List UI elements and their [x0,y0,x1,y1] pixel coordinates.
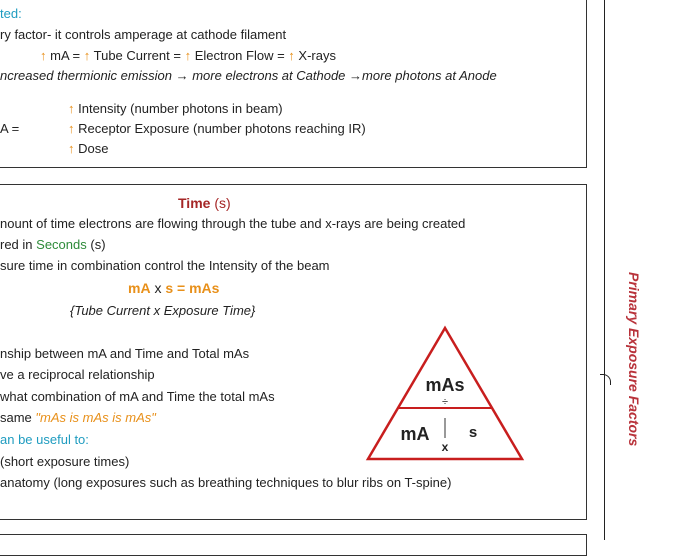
thermionic-c: more photons at Anode [362,68,497,83]
long-exposure-line: anatomy (long exposures such as breathing techniques to blur ribs on T-spine) [0,475,452,490]
triangle-times: x [441,440,449,454]
relation-electron-flow: Electron Flow = [194,48,285,63]
time-measured-line [0,237,106,253]
measured-pre: red in [0,237,33,252]
up-arrow-icon: ↑ [288,48,295,63]
next-section-box [0,534,587,556]
right-arrow-icon: → [175,68,189,83]
bracket-notch [600,374,611,385]
effect-intensity-text: Intensity (number photons in beam) [78,101,283,116]
time-intensity-line: sure time in combination control the Intensity of the beam [0,258,330,273]
mA-relationship-line [40,48,336,64]
formula-ma: mA [128,280,151,296]
effect-intensity [68,101,283,117]
mas-quote: "mAs is mAs is mAs" [35,410,156,425]
up-arrow-icon: ↑ [68,141,75,156]
thermionic-b: more electrons at Cathode [192,68,346,83]
time-title [178,195,231,211]
relation-ma: mA = [50,48,81,63]
effect-dose [68,141,108,157]
reciprocal-line: ve a reciprocal relationship [0,367,155,382]
formula-mas: mAs [189,280,220,296]
same-pre: same [0,410,32,425]
combination-line: what combination of mA and Time the total mAs [0,389,275,404]
up-arrow-icon: ↑ [40,48,47,63]
effect-dose-text: Dose [78,141,109,156]
relationship-line: nship between mA and Time and Total mAs [0,346,250,361]
seconds-word: Seconds [36,237,87,252]
triangle-ma: mA [400,424,430,444]
triangle-divide: ÷ [441,396,449,408]
relation-xrays: X-rays [298,48,336,63]
time-definition-line: nount of time electrons are flowing through the tube and x-rays are being created [0,216,466,231]
same-mas-line [0,410,156,426]
relation-tube-current: Tube Current = [93,48,181,63]
thermionic-emission-line [0,68,497,84]
mas-triangle-diagram [365,325,525,465]
bracket-line [604,0,605,540]
formula-x: x [154,280,162,296]
ma-equals-label: A = [0,121,20,136]
time-title-unit: (s) [214,195,231,211]
time-title-word: Time [178,195,211,211]
effect-receptor-text: Receptor Exposure (number photons reaching IR) [78,121,366,136]
short-exposure-line: (short exposure times) [0,454,130,469]
measured-post: (s) [90,237,106,252]
mas-formula [128,280,219,296]
up-arrow-icon: ↑ [68,121,75,136]
primary-exposure-factors-label: Primary Exposure Factors [626,272,642,447]
right-arrow-icon: → [349,68,363,83]
formula-s: s = [165,280,186,296]
mA-section-header: ted: [0,6,22,21]
triangle-mas: mAs [425,375,465,395]
up-arrow-icon: ↑ [184,48,192,63]
triangle-s: s [468,424,478,441]
useful-line: an be useful to: [0,432,89,447]
up-arrow-icon: ↑ [83,48,91,63]
effect-receptor-exposure [68,121,366,137]
thermionic-a: ncreased thermionic emission [0,68,172,83]
up-arrow-icon: ↑ [68,101,75,116]
formula-note: {Tube Current x Exposure Time} [70,303,256,318]
mA-definition-line: ry factor- it controls amperage at cathode filament [0,27,287,42]
